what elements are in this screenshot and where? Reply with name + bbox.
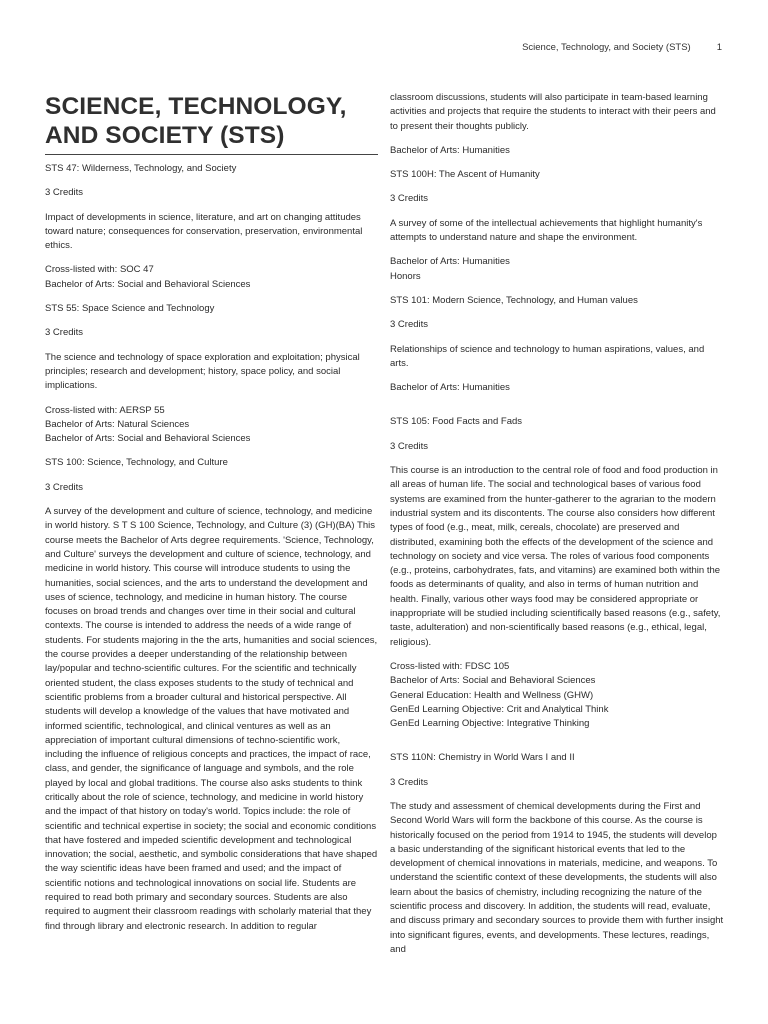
course-sts-100-continued <box>390 91 724 158</box>
course-cross-listing: Cross-listed with: AERSP 55 <box>45 404 165 416</box>
course-cross-listing: Cross-listed with: SOC 47 <box>45 264 154 276</box>
course-description: Impact of developments in science, literature, and art on changing attitudes toward nature; consequences for conservation, preservation, environmental ethics. <box>45 211 363 252</box>
course-description: Relationships of science and technology to human aspirations, values, and arts. <box>390 343 705 369</box>
right-column <box>390 91 724 957</box>
course-sts-55 <box>45 302 379 446</box>
course-description: This course is an introduction to the central role of food and food production in all areas of human life. The social and technological bases of various food systems are examined from the hunter-gatherer to the agrarian to the modern industrial system and its discontents. The course also considers how different types of food (e.g., meat, milk, cereals, chocolate) are preserved and distributed, examining both the effects of the development of the science and technology on society and vice versa. The roles of various food components (e.g., proteins, carbohydrates, fats, and vitamins) are examined both within the foods as determinants of quality, and also in terms of human nutrition and health. Finally, various other ways food may be considered appropriate or inappropriate will be studied including scientifically based reasons (e.g., safety, taste, adulteration) and non-scientifically based reasons (e.g., ethical, legal, religious). <box>390 465 721 648</box>
course-credits: 3 Credits <box>390 776 429 788</box>
course-ba-requirement: Bachelor of Arts: Humanities <box>390 144 510 156</box>
course-sts-101 <box>390 294 724 395</box>
course-description: The study and assessment of chemical developments during the First and Second World Wars will form the backbone of this course. As the course is historically focused on the period from 1914 to 1945, the students will develop a basic understanding of the significant historical events that led to the development of chemical innovations in materials, medicine, and weapons. To understand the scientific context of these developments, the students will also learn about the basics of chemistry, including recognizing the nature of the scientific process and discovery. In addition, the students will read, evaluate, and discuss primary and secondary sources to provide them with further insight into significant figures, events, and developments. These lectures, readings, and <box>390 800 724 955</box>
course-credits: 3 Credits <box>45 481 84 493</box>
course-title: STS 100: Science, Technology, and Culture <box>45 457 228 469</box>
course-credits: 3 Credits <box>45 327 84 339</box>
left-column <box>45 92 379 934</box>
course-ba-requirement: Bachelor of Arts: Natural Sciences <box>45 418 190 430</box>
course-title: STS 110N: Chemistry in World Wars I and II <box>390 752 575 764</box>
course-ba-requirement: Bachelor of Arts: Social and Behavioral Sciences <box>45 278 251 290</box>
course-credits: 3 Credits <box>45 187 84 199</box>
course-credits: 3 Credits <box>390 193 429 205</box>
course-ba-requirement: Bachelor of Arts: Social and Behavioral Sciences <box>390 675 596 687</box>
course-credits: 3 Credits <box>390 319 429 331</box>
running-header <box>522 42 722 53</box>
course-credits: 3 Credits <box>390 440 429 452</box>
course-sts-100 <box>45 456 379 934</box>
running-title: Science, Technology, and Society (STS) <box>522 42 691 53</box>
title-divider <box>45 154 378 155</box>
course-gened-objective: GenEd Learning Objective: Crit and Analytical Think <box>390 703 609 715</box>
course-sts-110n <box>390 751 724 957</box>
course-title: STS 47: Wilderness, Technology, and Society <box>45 163 237 174</box>
course-gened-objective: GenEd Learning Objective: Integrative Thinking <box>390 718 590 730</box>
course-title: STS 100H: The Ascent of Humanity <box>390 169 540 181</box>
course-title: STS 55: Space Science and Technology <box>45 303 215 315</box>
course-cross-listing: Cross-listed with: FDSC 105 <box>390 660 510 672</box>
page-title: SCIENCE, TECHNOLOGY, AND SOCIETY (STS) <box>45 93 347 149</box>
course-sts-47 <box>45 162 379 292</box>
course-title: STS 101: Modern Science, Technology, and Human values <box>390 294 638 306</box>
course-description: A survey of the development and culture of science, technology, and medicine in world history. S T S 100 Science, Technology, and Culture (3) (GH)(BA) This course meets the Bachelor of Arts degree requirements. 'Science, Technology, and Culture' surveys the development and culture of science, technology, and medicine in world history. This course will introduce students to using the humanities, social sciences, and the arts to understand the development and uses of science, technology, and medicine in human history. The course focuses on broad trends and changes over time in their social and cultural contexts. The course is intended to address the needs of a wide range of students. For students majoring in the the arts, humanities and social sciences, the course provides a deeper understanding of the relationship between lay/popular and techno-scientific cultures. For the scientific and technically oriented student, the class exposes students to the study of technical and scientific problems from a broader cultural and historical perspective. All students will develop a knowledge of the values that have motivated and informed scientific, technological, and clinical ventures as well as an appreciation of important cultural dimensions of techno-scientific work, including the influence of religious concepts and practices, the impact of race, class, and gender, the significance of language and symbols, and the role played by local and global traditions. The course also asks students to think critically about the role of science, technology, and medicine in world history and the impact of that history on today's world. Topics include: the role of scientific and technical expertise in society; the social and economic conditions that have fostered and impeded scientific development and technological innovation; the social, aesthetic, and symbolic considerations that have shaped the way scientific ideas have been framed and used; and the impact of scientific notions and technological innovations on social life. Students are required to read both primary and secondary sources. Students are also required to augment their classroom readings with scholarly material that they find through library and electronic research. In addition to regular <box>45 506 378 932</box>
course-description: A survey of some of the intellectual achievements that highlight humanity's attempts to understand nature and shape the environment. <box>390 217 703 244</box>
course-description: The science and technology of space exploration and exploitation; physical principles; research and development; history, space policy, and social implications. <box>45 351 360 392</box>
page-number: 1 <box>716 42 722 53</box>
course-honors: Honors <box>390 270 421 282</box>
course-gened: General Education: Health and Wellness (GHW) <box>390 689 594 701</box>
course-ba-requirement: Bachelor of Arts: Social and Behavioral Sciences <box>45 433 251 445</box>
course-title: STS 105: Food Facts and Fads <box>390 416 523 428</box>
course-ba-requirement: Bachelor of Arts: Humanities <box>390 256 510 268</box>
course-description-continued: classroom discussions, students will also participate in team-based learning activities and projects that require the students to interact with their peers and to present their thoughts publicly. <box>390 92 716 132</box>
course-sts-100h <box>390 168 724 284</box>
course-ba-requirement: Bachelor of Arts: Humanities <box>390 382 510 394</box>
course-sts-105 <box>390 415 724 731</box>
